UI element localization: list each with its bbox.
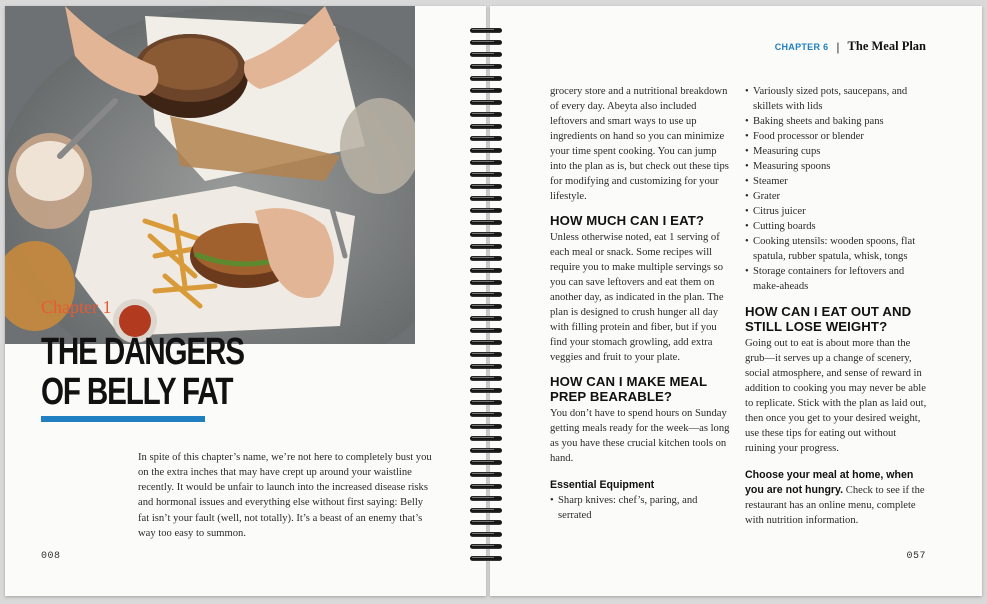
list-item: • Grater <box>745 189 927 204</box>
spiral-coil <box>470 460 502 465</box>
spiral-coil <box>470 40 502 45</box>
body-paragraph: Unless otherwise noted, eat 1 serving of each meal or snack. Some recipes will require you to make multiple servings so you can save leftovers and eat them on another day, as indicated in the plan. The plan is designed to crush hunger all day with filling protein and fiber, but if you find your stomach growling, add extra veggies and fruit to your plate. <box>550 232 724 363</box>
spiral-coil <box>470 244 502 249</box>
list-item: • Citrus juicer <box>745 204 927 219</box>
spiral-coil <box>470 196 502 201</box>
bold-lead-in: Choose your meal at home, when you are not hungry. <box>745 469 914 496</box>
spiral-coil <box>470 28 502 33</box>
intro-paragraph: In spite of this chapter’s name, we’re not here to completely bust you on the extra inches that may have crept up around your waistline recently. It would be unfair to launch into the increased disease risks and hormonal issues and everything else without first saying: Belly fat isn’t your fault (well, not totally). It’s a beast of an enemy that’s way too easy to summon. <box>138 451 432 540</box>
paragraph-rest: Check to see if the restaurant has an online menu, complete with nutrition information. <box>745 485 925 526</box>
body-paragraph: You don’t have to spend hours on Sunday getting meals ready for the week—as long as you have these crucial kitchen tools on hand. <box>550 408 730 464</box>
spiral-coil <box>470 256 502 261</box>
spiral-coil <box>470 496 502 501</box>
right-page <box>490 6 982 596</box>
spiral-coil <box>470 544 502 549</box>
list-item: • Food processor or blender <box>745 129 927 144</box>
list-item: • Measuring spoons <box>745 159 927 174</box>
spiral-coil <box>470 472 502 477</box>
list-item: • Measuring cups <box>745 144 927 159</box>
running-head-separator: | <box>836 39 840 54</box>
section-heading: HOW CAN I EAT OUT AND STILL LOSE WEIGHT? <box>745 304 912 334</box>
chapter-title-line-1: THE DANGERS <box>41 331 244 373</box>
spiral-coil <box>470 160 502 165</box>
spiral-coil <box>470 388 502 393</box>
spiral-coil <box>470 328 502 333</box>
spiral-coil <box>470 184 502 189</box>
spiral-coil <box>470 424 502 429</box>
title-rule <box>41 416 205 422</box>
spiral-coil <box>470 64 502 69</box>
spiral-coil <box>470 412 502 417</box>
list-item: • Cooking utensils: wooden spoons, flat spatula, rubber spatula, whisk, tongs <box>745 234 927 264</box>
spiral-binding <box>470 28 506 568</box>
spiral-coil <box>470 76 502 81</box>
spiral-coil <box>470 508 502 513</box>
chapter-label: Chapter 1 <box>41 297 112 317</box>
section-heading: HOW CAN I MAKE MEAL PREP BEARABLE? <box>550 374 707 404</box>
spiral-coil <box>470 316 502 321</box>
spiral-coil <box>470 208 502 213</box>
spiral-coil <box>470 292 502 297</box>
spiral-coil <box>470 52 502 57</box>
spiral-coil <box>470 448 502 453</box>
spiral-coil <box>470 220 502 225</box>
spiral-coil <box>470 340 502 345</box>
spiral-coil <box>470 88 502 93</box>
equipment-list <box>550 493 730 523</box>
list-item: • Cutting boards <box>745 219 927 234</box>
spiral-coil <box>470 304 502 309</box>
spiral-coil <box>470 124 502 129</box>
spiral-coil <box>470 532 502 537</box>
spiral-coil <box>470 280 502 285</box>
spiral-coil <box>470 100 502 105</box>
text-column-1 <box>550 84 730 523</box>
body-paragraph <box>745 468 927 528</box>
body-paragraph: grocery store and a nutritional breakdown of every day. Abeyta also included leftovers and smart ways to use up ingredients on hand so you can minimize your time spent cooking. You can jump into the plan as is, but check out these tips for modifying and customizing for your lifestyle. <box>550 86 729 202</box>
chapter-title <box>41 332 275 412</box>
section-heading: HOW MUCH CAN I EAT? <box>550 213 705 228</box>
body-paragraph: Going out to eat is about more than the grub—it serves up a change of scenery, social atmosphere, and sense of reward in addition to cooking you may never be able to replicate. Stick with the plan as laid out, then once you get to your desired weight, use these tips for eating out without ruining your progress. <box>745 338 927 454</box>
spiral-coil <box>470 172 502 177</box>
page-number-left: 008 <box>41 551 61 562</box>
running-head-chapter: CHAPTER 6 <box>774 41 829 52</box>
spiral-coil <box>470 136 502 141</box>
running-head <box>775 39 926 54</box>
spiral-coil <box>470 436 502 441</box>
left-page <box>5 6 486 596</box>
spiral-coil <box>470 352 502 357</box>
spiral-coil <box>470 400 502 405</box>
burger-photo <box>5 6 415 344</box>
list-item: • Storage containers for leftovers and make-aheads <box>745 264 927 294</box>
spiral-coil <box>470 232 502 237</box>
equipment-list <box>745 84 927 294</box>
page-number-right: 057 <box>906 551 926 562</box>
spiral-coil <box>470 268 502 273</box>
spiral-coil <box>470 112 502 117</box>
spiral-coil <box>470 520 502 525</box>
spiral-coil <box>470 148 502 153</box>
subheading: Essential Equipment <box>550 479 655 491</box>
running-head-title: The Meal Plan <box>847 39 926 53</box>
spiral-coil <box>470 484 502 489</box>
list-item: • Steamer <box>745 174 927 189</box>
chapter-title-line-2: OF BELLY FAT <box>41 371 233 413</box>
list-item: • Variously sized pots, saucepans, and skillets with lids <box>745 84 927 114</box>
list-item: • Baking sheets and baking pans <box>745 114 927 129</box>
list-item: • Sharp knives: chef’s, paring, and serrated <box>550 493 730 523</box>
text-column-2 <box>745 84 927 528</box>
spiral-coil <box>470 556 502 561</box>
spiral-coil <box>470 364 502 369</box>
spiral-coil <box>470 376 502 381</box>
